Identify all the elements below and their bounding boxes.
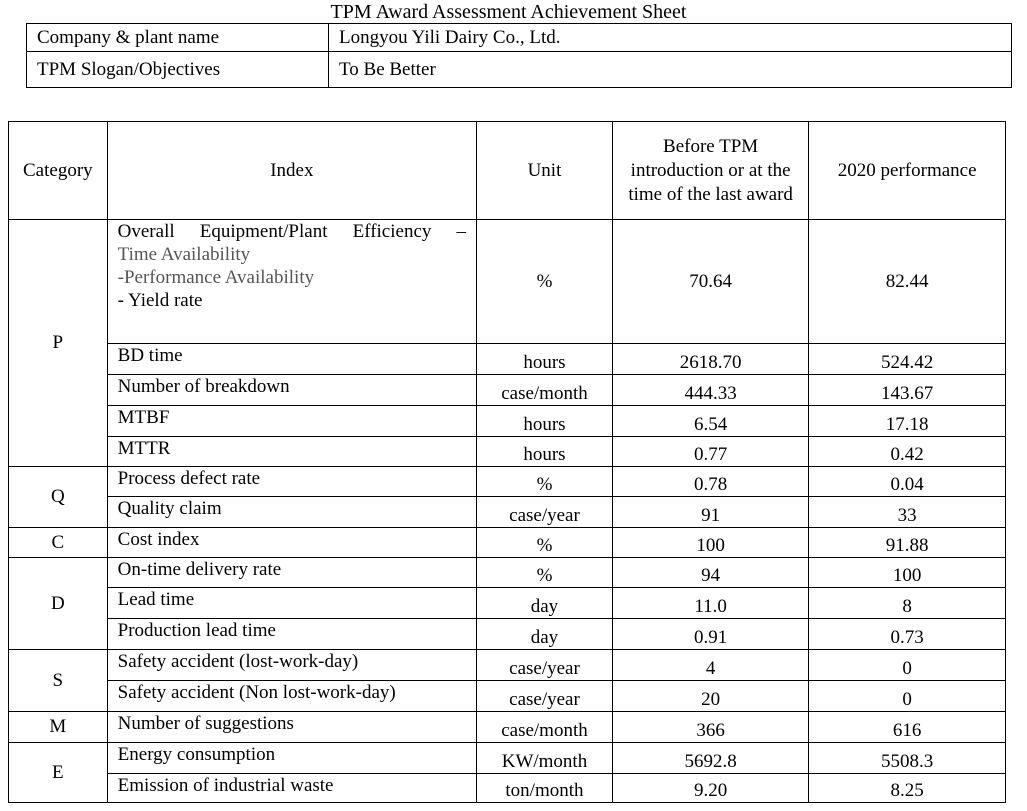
table-row (9, 588, 1006, 619)
row-index: Production lead time (107, 619, 476, 650)
table-row (9, 743, 1006, 774)
table-row (9, 220, 1006, 344)
header-unit: Unit (477, 122, 613, 220)
row-performance: 0 (809, 650, 1006, 681)
company-value: Longyou Yili Dairy Co., Ltd. (329, 24, 1012, 52)
table-row (9, 650, 1006, 681)
row-unit: case/year (477, 650, 613, 681)
row-before: 0.91 (612, 619, 808, 650)
oee-performance: 82.44 (809, 220, 1006, 344)
table-row (9, 712, 1006, 743)
row-unit: day (477, 588, 613, 619)
row-performance: 143.67 (809, 375, 1006, 406)
company-label: Company & plant name (27, 24, 329, 52)
row-unit: hours (477, 437, 613, 467)
table-row (9, 774, 1006, 803)
info-table (26, 23, 1012, 88)
header-row (9, 122, 1006, 220)
category-e: E (9, 743, 108, 803)
row-performance: 17.18 (809, 406, 1006, 437)
table-row (9, 375, 1006, 406)
row-unit: ton/month (477, 774, 613, 803)
row-index: Safety accident (lost-work-day) (107, 650, 476, 681)
row-performance: 8.25 (809, 774, 1006, 803)
row-index: Number of suggestions (107, 712, 476, 743)
row-before: 9.20 (612, 774, 808, 803)
slogan-row (27, 52, 1012, 88)
row-performance: 0 (809, 681, 1006, 712)
row-performance: 33 (809, 497, 1006, 528)
header-performance: 2020 performance (809, 122, 1006, 220)
row-before: 4 (612, 650, 808, 681)
row-performance: 0.04 (809, 467, 1006, 497)
row-before: 11.0 (612, 588, 808, 619)
row-before: 0.78 (612, 467, 808, 497)
table-row (9, 619, 1006, 650)
row-performance: 0.42 (809, 437, 1006, 467)
category-q: Q (9, 467, 108, 528)
row-unit: day (477, 619, 613, 650)
row-before: 6.54 (612, 406, 808, 437)
row-before: 5692.8 (612, 743, 808, 774)
row-index: Lead time (107, 588, 476, 619)
assessment-table (8, 121, 1006, 803)
row-index: Emission of industrial waste (107, 774, 476, 803)
row-unit: KW/month (477, 743, 613, 774)
row-index: Process defect rate (107, 467, 476, 497)
table-row (9, 406, 1006, 437)
row-performance: 8 (809, 588, 1006, 619)
row-unit: % (477, 558, 613, 588)
category-m: M (9, 712, 108, 743)
category-p: P (9, 220, 108, 467)
row-index: Quality claim (107, 497, 476, 528)
row-unit: case/month (477, 375, 613, 406)
table-row (9, 344, 1006, 375)
row-index: MTBF (107, 406, 476, 437)
oee-line-2: Time Availability (117, 244, 251, 265)
table-row (9, 528, 1006, 558)
company-row (27, 24, 1012, 52)
row-index: BD time (107, 344, 476, 375)
oee-index (107, 220, 476, 344)
row-index: Number of breakdown (107, 375, 476, 406)
category-d: D (9, 558, 108, 650)
row-before: 444.33 (612, 375, 808, 406)
table-row (9, 437, 1006, 467)
row-unit: case/year (477, 681, 613, 712)
row-index: Cost index (107, 528, 476, 558)
sheet-title: TPM Award Assessment Achievement Sheet (330, 1, 687, 23)
row-performance: 91.88 (809, 528, 1006, 558)
oee-line-4: - Yield rate (117, 290, 203, 311)
oee-before: 70.64 (612, 220, 808, 344)
oee-line-1: Overall Equipment/Plant Efficiency – (117, 221, 467, 242)
header-before: Before TPM introduction or at the time of the last award (612, 122, 808, 220)
slogan-value: To Be Better (329, 52, 1012, 88)
row-index: Energy consumption (107, 743, 476, 774)
slogan-label: TPM Slogan/Objectives (27, 52, 329, 88)
row-unit: hours (477, 406, 613, 437)
row-before: 0.77 (612, 437, 808, 467)
row-index: On-time delivery rate (107, 558, 476, 588)
row-index: MTTR (107, 437, 476, 467)
row-before: 2618.70 (612, 344, 808, 375)
row-before: 91 (612, 497, 808, 528)
row-before: 100 (612, 528, 808, 558)
row-before: 20 (612, 681, 808, 712)
category-c: C (9, 528, 108, 558)
row-performance: 524.42 (809, 344, 1006, 375)
row-unit: hours (477, 344, 613, 375)
category-s: S (9, 650, 108, 712)
row-index: Safety accident (Non lost-work-day) (107, 681, 476, 712)
row-performance: 100 (809, 558, 1006, 588)
oee-line-3: -Performance Availability (117, 267, 315, 288)
header-category: Category (9, 122, 108, 220)
row-before: 366 (612, 712, 808, 743)
row-performance: 616 (809, 712, 1006, 743)
oee-unit: % (477, 220, 613, 344)
row-unit: % (477, 467, 613, 497)
row-performance: 5508.3 (809, 743, 1006, 774)
row-before: 94 (612, 558, 808, 588)
header-index: Index (107, 122, 476, 220)
table-row (9, 681, 1006, 712)
table-row (9, 497, 1006, 528)
row-performance: 0.73 (809, 619, 1006, 650)
row-unit: case/month (477, 712, 613, 743)
row-unit: % (477, 528, 613, 558)
table-row (9, 467, 1006, 497)
table-row (9, 558, 1006, 588)
row-unit: case/year (477, 497, 613, 528)
